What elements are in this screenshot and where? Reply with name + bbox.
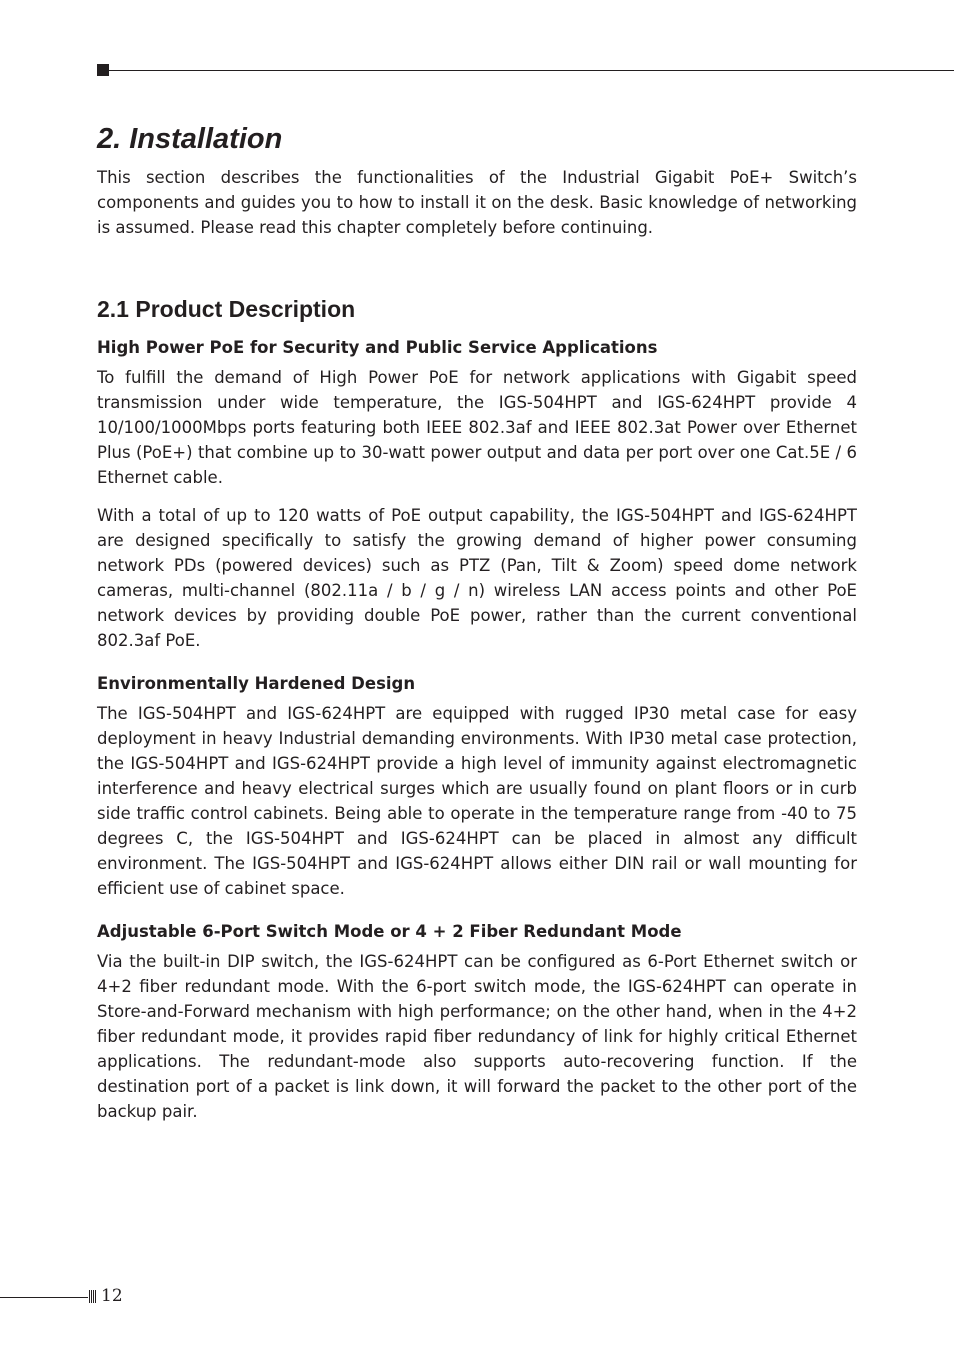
page-number: 12 [101, 1286, 123, 1306]
chapter-intro: This section describes the functionalities of the Industrial Gigabit PoE+ Switch’s components and guides you to how to install it on the desk. Basic knowledge of networking is assumed. Please read this chapter completely before continuing. [97, 168, 857, 237]
chapter-title: 2. Installation [97, 123, 283, 155]
subsection-heading-high-power-poe: High Power PoE for Security and Public Service Applications [97, 338, 658, 357]
paragraph-high-power-poe-1: To fulfill the demand of High Power PoE for network applications with Gigabit speed transmission under wide temperature, the IGS-504HPT and IGS-624HPT provide 4 10/100/1000Mbps ports featuring both IEEE 802.3af and IEEE 802.3at Power over Ethernet Plus (PoE+) that combine up to 30-watt power output and data per port over one Cat.5E / 6 Ethernet cable. [97, 368, 857, 487]
paragraph-adjustable-switch-mode: Via the built-in DIP switch, the IGS-624HPT can be configured as 6-Port Ethernet switch or 4+2 fiber redundant mode. With the 6-port switch mode, the IGS-624HPT can operate in Store-and-Forward mechanism with high performance; on the other hand, when in the 4+2 fiber redundant mode, it provides rapid fiber redundancy of link for highly critical Ethernet applications. The redundant-mode also supports auto-recovering function. If the destination port of a packet is link down, it will forward the packet to the other port of the backup pair. [97, 952, 857, 1121]
footer-mark [89, 1290, 96, 1303]
header-rule [109, 70, 954, 71]
header-square-mark [97, 64, 109, 76]
paragraph-environmentally-hardened: The IGS-504HPT and IGS-624HPT are equipped with rugged IP30 metal case for easy deployment in heavy Industrial demanding environments. With IP30 metal case protection, the IGS-504HPT and IGS-624HPT provide a high level of immunity against electromagnetic interference and heavy electrical surges which are usually found on plant floors or in curb side traffic control cabinets. Being able to operate in the temperature range from -40 to 75 degrees C, the IGS-504HPT and IGS-624HPT can be placed in almost any difficult environment. The IGS-504HPT and IGS-624HPT allows either DIN rail or wall mounting for efficient use of cabinet space. [97, 704, 857, 898]
subsection-heading-adjustable-switch-mode: Adjustable 6-Port Switch Mode or 4 + 2 Fiber Redundant Mode [97, 922, 682, 941]
subsection-heading-environmentally-hardened: Environmentally Hardened Design [97, 674, 416, 693]
footer-rule [0, 1297, 88, 1298]
paragraph-high-power-poe-2: With a total of up to 120 watts of PoE output capability, the IGS-504HPT and IGS-624HPT are designed specifically to satisfy the growing demand of higher power consuming network PDs (powered devices) such as PTZ (Pan, Tilt & Zoom) speed dome network cameras, multi-channel (802.11a / b / g / n) wireless LAN access points and other PoE network devices by providing double PoE power, rather than the current conventional 802.3af PoE. [97, 506, 857, 650]
page-content [97, 116, 857, 1124]
section-title: 2.1 Product Description [97, 296, 356, 322]
